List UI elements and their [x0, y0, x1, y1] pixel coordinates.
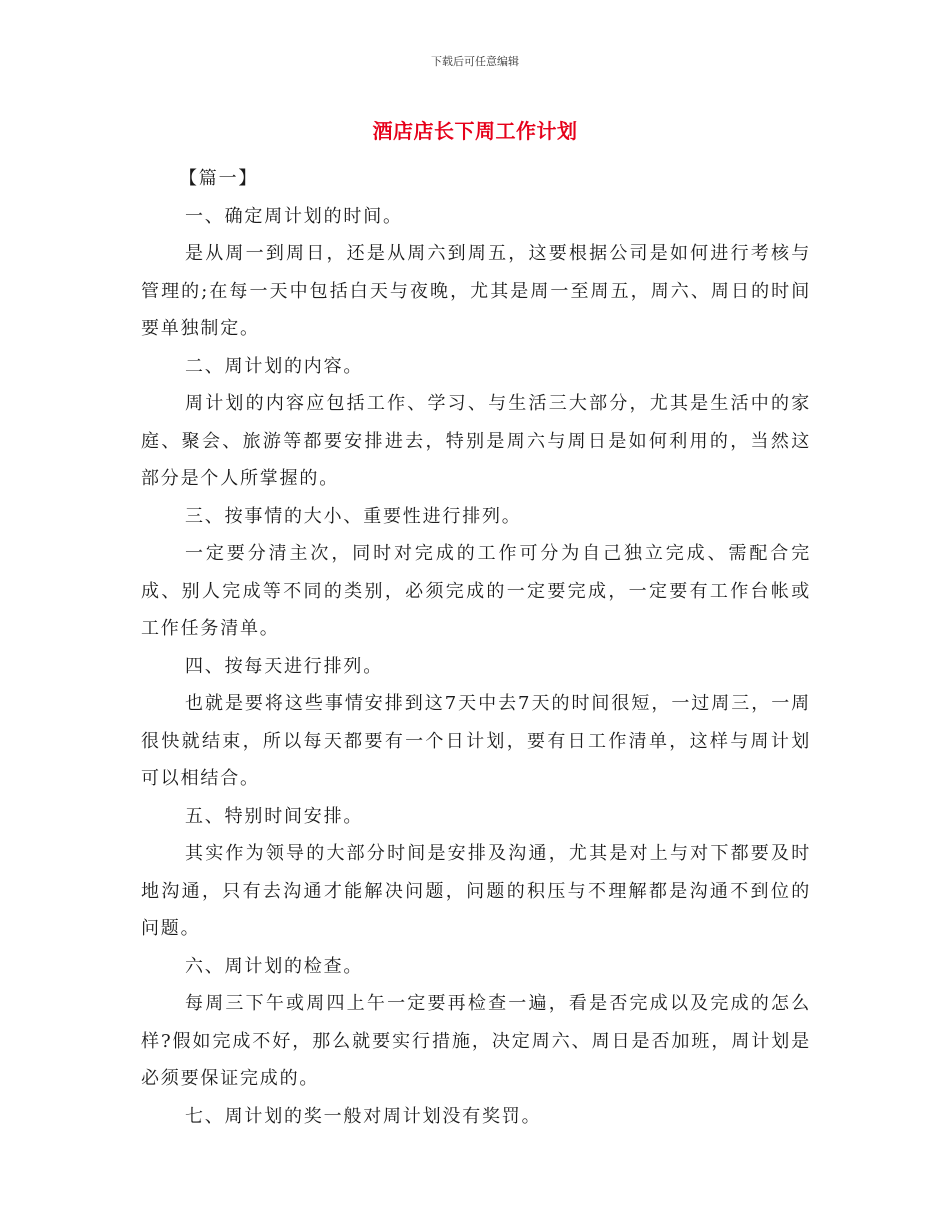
header-note: 下载后可任意编辑: [431, 55, 519, 68]
paragraph-5: 其实作为领导的大部分时间是安排及沟通，尤其是对上与对下都要及时地沟通，只有去沟通才能解决问题，问题的积压与不理解都是沟通不到位的问题。: [141, 843, 811, 939]
section-heading-4: 四、按每天进行排列。: [185, 655, 383, 677]
paragraph-4: 也就是要将这些事情安排到这7天中去7天的时间很短，一过周三，一周很快就结束，所以每天都要有一个日计划，要有日工作清单，这样与周计划可以相结合。: [141, 693, 811, 789]
section-heading-3: 三、按事情的大小、重要性进行排列。: [185, 505, 522, 527]
part-label: 【篇一】: [179, 168, 259, 189]
section-heading-5: 五、特别时间安排。: [185, 805, 364, 827]
paragraph-6: 每周三下午或周四上午一定要再检查一遍，看是否完成以及完成的怎么样?假如完成不好，那么就要实行措施，决定周六、周日是否加班，周计划是必须要保证完成的。: [141, 993, 811, 1089]
document-title: 酒店店长下周工作计划: [372, 119, 578, 143]
section-heading-1: 一、确定周计划的时间。: [185, 205, 403, 227]
paragraph-3: 一定要分清主次，同时对完成的工作可分为自己独立完成、需配合完成、别人完成等不同的类别，必须完成的一定要完成，一定要有工作台帐或工作任务清单。: [141, 543, 811, 639]
section-heading-2: 二、周计划的内容。: [185, 355, 364, 377]
paragraph-1: 是从周一到周日，还是从周六到周五，这要根据公司是如何进行考核与管理的;在每一天中包括白天与夜晚，尤其是周一至周五，周六、周日的时间要单独制定。: [141, 243, 811, 339]
section-heading-7: 七、周计划的奖一般对周计划没有奖罚。: [185, 1105, 542, 1127]
section-heading-6: 六、周计划的检查。: [185, 955, 364, 977]
paragraph-2: 周计划的内容应包括工作、学习、与生活三大部分，尤其是生活中的家庭、聚会、旅游等都要安排进去，特别是周六与周日是如何利用的，当然这部分是个人所掌握的。: [141, 393, 811, 489]
document-body: [141, 160, 811, 1135]
